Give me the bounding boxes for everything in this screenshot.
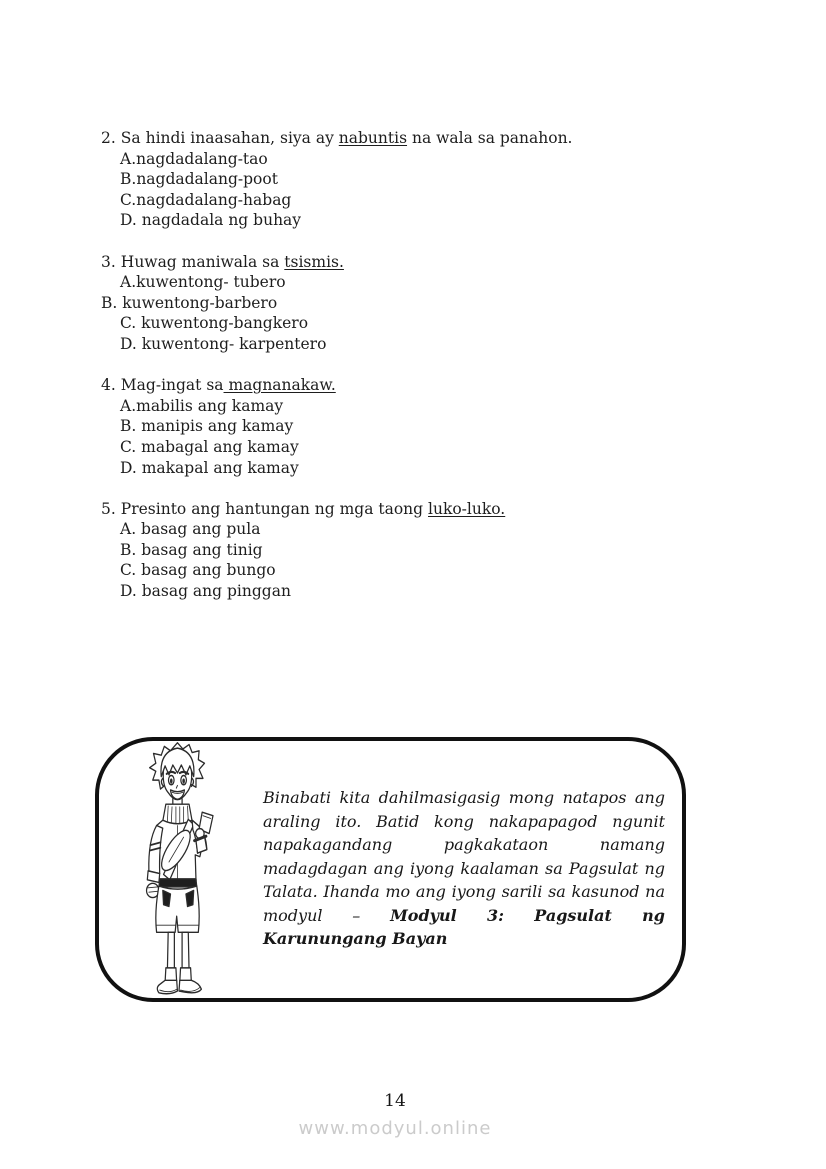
option-group xyxy=(101,519,681,601)
option-d: D. kuwentong- karpentero xyxy=(120,334,327,353)
site-watermark: www.modyul.online xyxy=(298,1118,492,1139)
question-pre-text: Mag-ingat sa xyxy=(120,376,224,395)
question-4 xyxy=(101,375,681,478)
message-body: Binabati kita dahilmasigasig mong natapos ang araling ito. Batid kong nakapapagod ngunit napakagandang pagkakataon namang madagdagan ang iyong kaalaman sa Pagsulat ng Talata. Ihanda mo ang iyong sarili sa kasunod na modyul – xyxy=(263,788,665,925)
option-b: B. manipis ang kamay xyxy=(120,417,294,436)
underlined-term: luko-luko. xyxy=(428,499,506,518)
option-d: D. makapal ang kamay xyxy=(120,458,299,477)
question-2 xyxy=(101,128,681,231)
option-group xyxy=(101,272,681,354)
underlined-term: nabuntis xyxy=(338,129,408,147)
question-text xyxy=(101,499,681,520)
option-b: B. basag ang tinig xyxy=(120,540,263,559)
option-c: C. basag ang bungo xyxy=(120,561,276,580)
option-a: A.nagdadalang-tao xyxy=(120,149,268,168)
question-pre-text: Presinto ang hantungan ng mga taong xyxy=(120,499,428,518)
question-text xyxy=(101,252,681,273)
option-b: B.nagdadalang-poot xyxy=(120,170,278,189)
option-b: B. kuwentong-barbero xyxy=(101,293,278,312)
question-text xyxy=(101,375,681,396)
next-module-title: Modyul 3: Pagsulat ng Karunungang Bayan xyxy=(263,905,665,948)
option-a: A.mabilis ang kamay xyxy=(120,396,284,415)
option-d: D. nagdadala ng buhay xyxy=(120,211,302,230)
question-5 xyxy=(101,499,681,602)
option-c: C. mabagal ang kamay xyxy=(120,437,299,456)
option-a: A.kuwentong- tubero xyxy=(120,273,286,292)
question-number: 4. xyxy=(101,376,116,395)
question-text xyxy=(101,128,681,149)
underlined-term: magnanakaw. xyxy=(223,376,336,395)
congratulation-message xyxy=(263,786,665,951)
boy-student-illustration xyxy=(128,741,230,999)
question-3 xyxy=(101,252,681,355)
option-c: C. kuwentong-bangkero xyxy=(120,314,309,333)
question-list xyxy=(101,128,681,622)
question-pre-text: Huwag maniwala sa xyxy=(120,252,285,271)
question-post-text: na wala sa panahon. xyxy=(407,129,573,147)
question-pre-text: Sa hindi inaasahan, siya ay xyxy=(120,129,339,147)
option-a: A. basag ang pula xyxy=(120,520,261,539)
underlined-term: tsismis. xyxy=(284,252,344,271)
option-c: C.nagdadalang-habag xyxy=(120,190,292,209)
page-footer xyxy=(0,1091,790,1139)
question-number: 2. xyxy=(101,129,116,147)
option-group xyxy=(101,396,681,478)
option-d: D. basag ang pinggan xyxy=(120,582,291,601)
page-number: 14 xyxy=(384,1091,406,1111)
question-number: 5. xyxy=(101,499,116,518)
question-number: 3. xyxy=(101,252,116,271)
option-group xyxy=(101,149,681,231)
